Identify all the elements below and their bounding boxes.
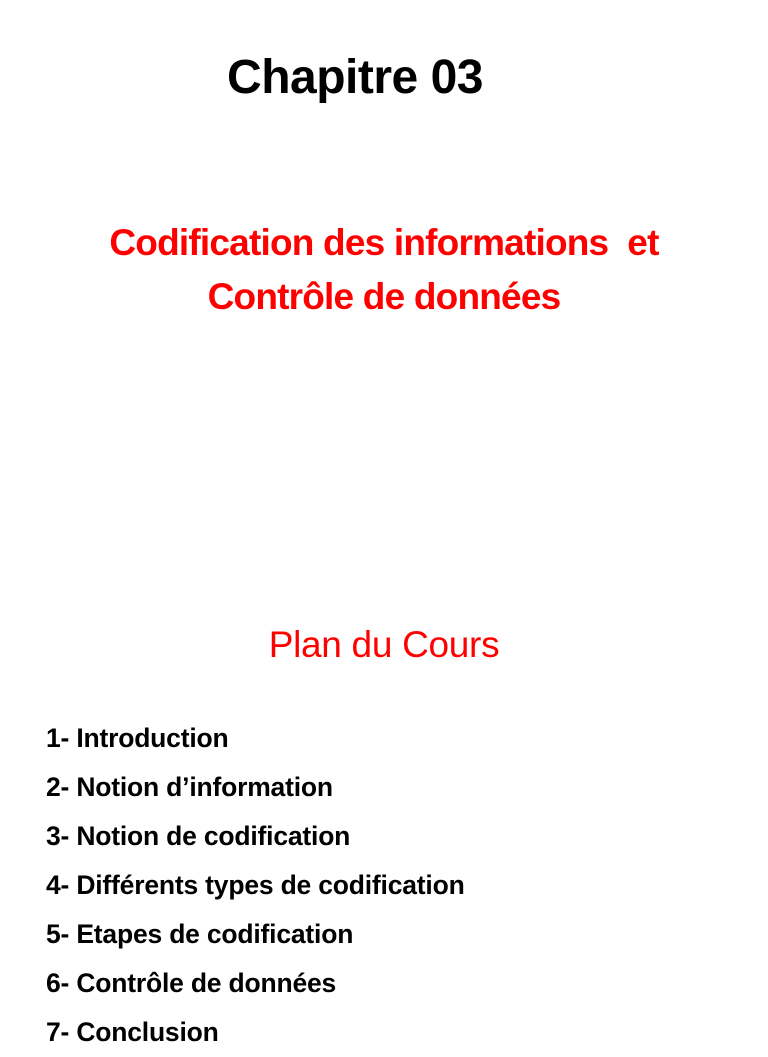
plan-title: Plan du Cours bbox=[268, 624, 500, 665]
outline-item-controle-donnees: 6- Contrôle de données bbox=[46, 968, 337, 998]
outline-item-conclusion: 7- Conclusion bbox=[46, 1017, 219, 1047]
slide-subtitle bbox=[0, 216, 768, 324]
subtitle-line-1: Codification des informations et bbox=[109, 222, 659, 263]
chapter-title: Chapitre 03 bbox=[227, 51, 483, 104]
outline-item-notion-codification: 3- Notion de codification bbox=[46, 821, 351, 851]
outline-item-introduction: 1- Introduction bbox=[46, 723, 229, 753]
outline-item-etapes-codification: 5- Etapes de codification bbox=[46, 919, 354, 949]
subtitle-line-2: Contrôle de données bbox=[207, 276, 561, 317]
outline-item-notion-information: 2- Notion d’information bbox=[46, 772, 333, 802]
course-outline bbox=[46, 714, 465, 1057]
outline-item-types-codification: 4- Différents types de codification bbox=[46, 870, 465, 900]
